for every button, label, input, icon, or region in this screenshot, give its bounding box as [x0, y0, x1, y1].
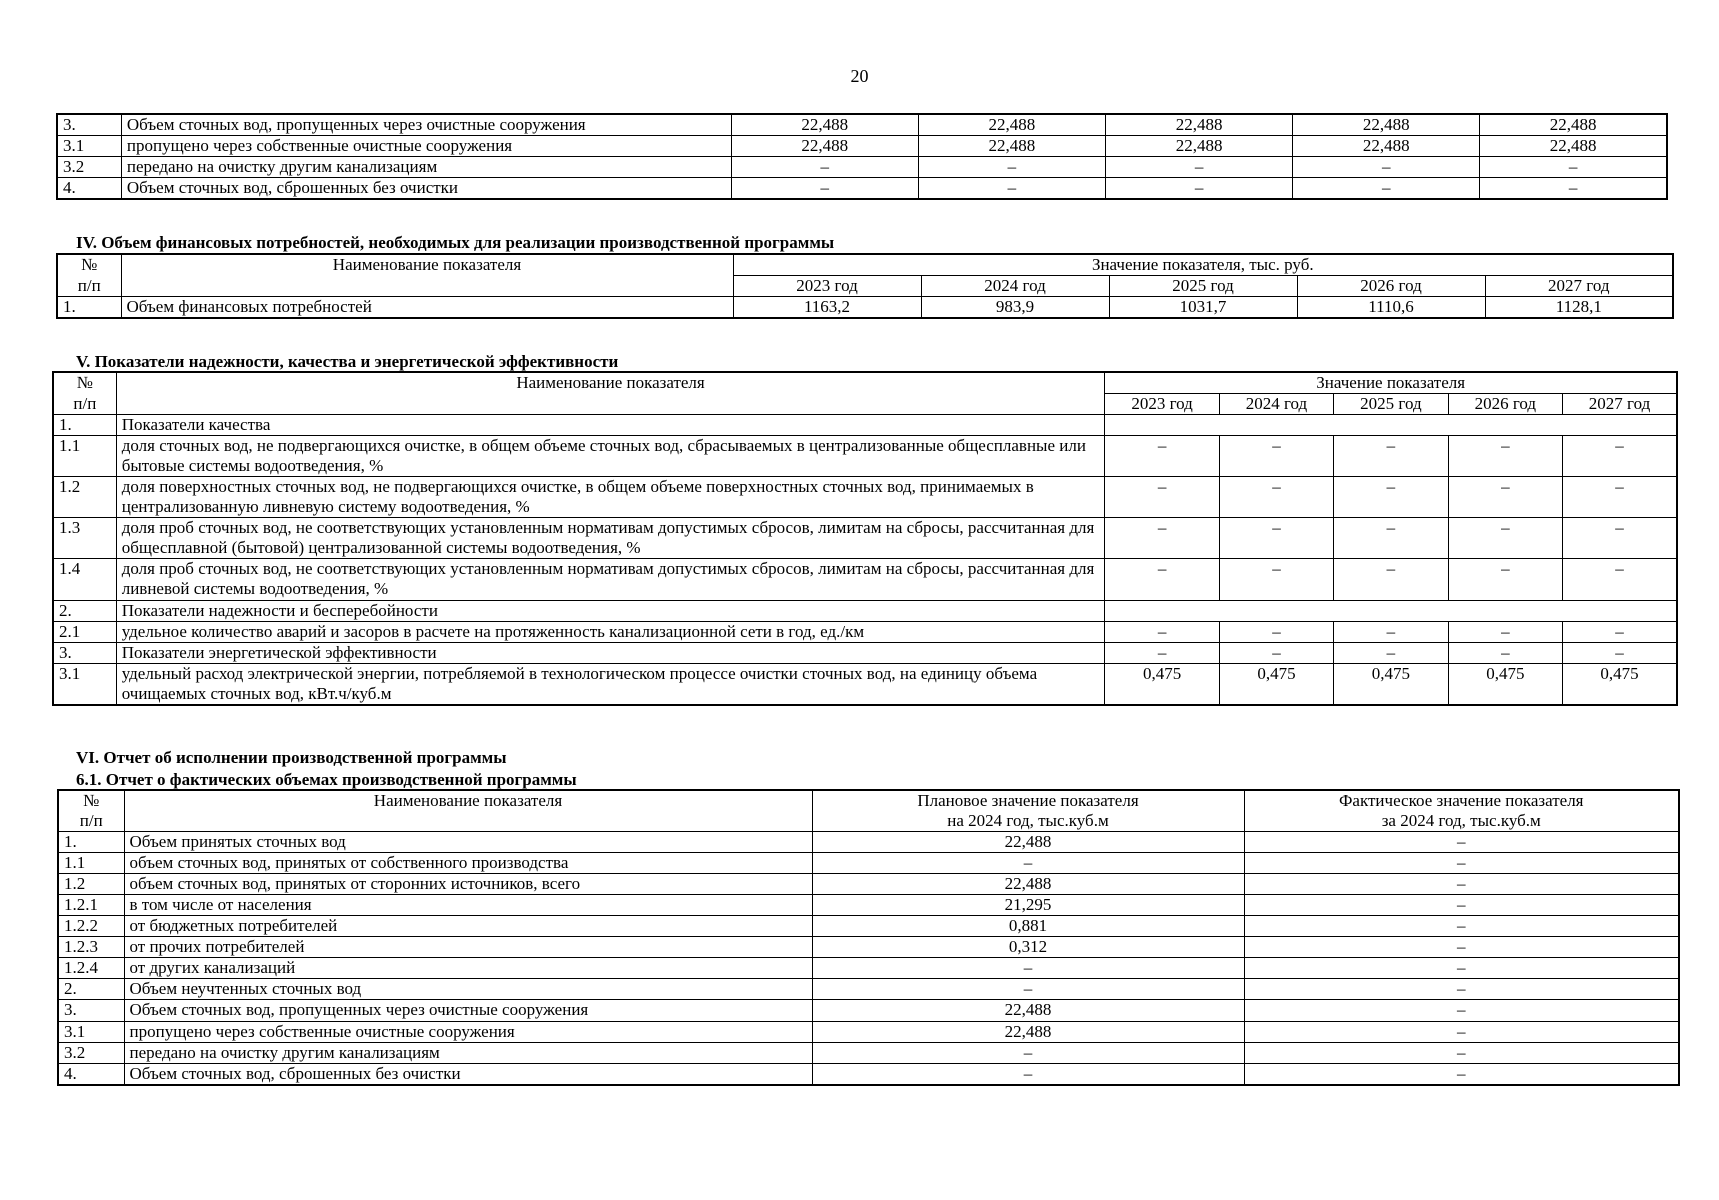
row-value: 22,488 — [918, 114, 1105, 136]
fact-value: – — [1244, 874, 1679, 895]
row-name: передано на очистку другим канализациям — [124, 1042, 812, 1063]
fact-value: – — [1244, 1000, 1679, 1021]
col-number-header: п/п — [53, 394, 116, 415]
empty-value-cell — [1105, 415, 1677, 436]
row-value: – — [1105, 518, 1219, 559]
row-value: – — [1334, 642, 1448, 663]
table-row — [53, 518, 1677, 559]
row-name: доля поверхностных сточных вод, не подвергающихся очистке, в общем объеме поверхностных сточных вод, принимаемых в централизованную ливневую систему водоотведения, % — [116, 477, 1105, 518]
row-value: – — [1334, 477, 1448, 518]
row-value: – — [1448, 621, 1562, 642]
row-value: – — [1219, 518, 1333, 559]
col-name-header-empty — [121, 276, 733, 297]
table-row — [58, 895, 1679, 916]
col-number-header: № — [53, 372, 116, 394]
plan-value: 21,295 — [812, 895, 1244, 916]
row-number: 1. — [57, 297, 121, 319]
table-row — [57, 136, 1667, 157]
page-number: 20 — [850, 66, 869, 86]
row-value: 22,488 — [1293, 136, 1480, 157]
row-value: 1110,6 — [1297, 297, 1485, 319]
row-value: 0,475 — [1219, 663, 1333, 705]
row-value: – — [1334, 559, 1448, 600]
plan-value: 22,488 — [812, 1000, 1244, 1021]
row-name: от бюджетных потребителей — [124, 916, 812, 937]
row-value: – — [1219, 436, 1333, 477]
row-value: – — [731, 178, 918, 200]
col-fact-header: Фактическое значение показателя — [1244, 790, 1679, 811]
row-value: – — [1219, 642, 1333, 663]
year-header: 2024 год — [1219, 394, 1333, 415]
table-header-row — [53, 394, 1677, 415]
reliability-quality-table — [52, 371, 1678, 706]
plan-value: – — [812, 1063, 1244, 1085]
table-row — [53, 642, 1677, 663]
empty-value-cell — [1105, 600, 1677, 621]
row-value: – — [1334, 436, 1448, 477]
row-number: 3. — [58, 1000, 124, 1021]
col-name-header-empty — [124, 811, 812, 832]
table-row — [58, 1021, 1679, 1042]
table-row — [57, 157, 1667, 178]
col-number-header: п/п — [58, 811, 124, 832]
row-number: 1.2 — [53, 477, 116, 518]
row-value: – — [1105, 621, 1219, 642]
year-header: 2023 год — [733, 276, 921, 297]
row-value: – — [1293, 157, 1480, 178]
row-value: 983,9 — [921, 297, 1109, 319]
table-row — [58, 958, 1679, 979]
row-name: в том числе от населения — [124, 895, 812, 916]
section-6-title: VI. Отчет об исполнении производственной программы — [76, 748, 507, 767]
row-value: – — [1105, 642, 1219, 663]
section-5-title: V. Показатели надежности, качества и энергетической эффективности — [76, 352, 619, 371]
plan-value: – — [812, 979, 1244, 1000]
col-name-header: Наименование показателя — [121, 254, 733, 276]
row-value: – — [1563, 477, 1677, 518]
row-value: – — [1219, 621, 1333, 642]
row-value: – — [1448, 642, 1562, 663]
row-number: 1. — [58, 832, 124, 853]
year-header: 2024 год — [921, 276, 1109, 297]
table-row — [53, 600, 1677, 621]
row-name: Объем неучтенных сточных вод — [124, 979, 812, 1000]
row-name: Объем сточных вод, сброшенных без очистки — [124, 1063, 812, 1085]
section-5-table-block — [52, 371, 1678, 706]
col-value-header: Значение показателя — [1105, 372, 1677, 394]
col-number-header: п/п — [57, 276, 121, 297]
row-value: – — [1563, 621, 1677, 642]
row-number: 3.2 — [57, 157, 121, 178]
row-number: 2.1 — [53, 621, 116, 642]
row-value: – — [731, 157, 918, 178]
table-row — [53, 559, 1677, 600]
col-plan-header: Плановое значение показателя — [812, 790, 1244, 811]
section-4-title: IV. Объем финансовых потребностей, необходимых для реализации производственной программы — [76, 233, 835, 252]
fact-value: – — [1244, 1021, 1679, 1042]
plan-value: 22,488 — [812, 874, 1244, 895]
row-name: Объем сточных вод, сброшенных без очистки — [121, 178, 731, 200]
row-value: 0,475 — [1334, 663, 1448, 705]
fact-value: – — [1244, 979, 1679, 1000]
row-number: 3.1 — [57, 136, 121, 157]
row-value: – — [1105, 157, 1292, 178]
row-name: от прочих потребителей — [124, 937, 812, 958]
row-number: 3.1 — [53, 663, 116, 705]
row-number: 3. — [57, 114, 121, 136]
table-header-row — [53, 372, 1677, 394]
row-name: удельное количество аварий и засоров в расчете на протяженность канализационной сети в год, ед./км — [116, 621, 1105, 642]
row-name: доля проб сточных вод, не соответствующих установленным нормативам допустимых сбросов, лимитам на сбросы, рассчитанная для общесплавной (бытовой) централизованной системы водоотведения, % — [116, 518, 1105, 559]
row-value: 22,488 — [1105, 136, 1292, 157]
row-name: пропущено через собственные очистные сооружения — [121, 136, 731, 157]
row-value: 0,475 — [1105, 663, 1219, 705]
section-6-1-subtitle: 6.1. Отчет о фактических объемах производственной программы — [76, 770, 577, 789]
fact-value: – — [1244, 832, 1679, 853]
year-header: 2025 год — [1109, 276, 1297, 297]
continuation-table-block — [56, 113, 1668, 200]
table-row — [57, 114, 1667, 136]
year-header: 2027 год — [1485, 276, 1673, 297]
row-value: – — [1219, 477, 1333, 518]
row-value: – — [1448, 477, 1562, 518]
table-row — [58, 979, 1679, 1000]
row-number: 3. — [53, 642, 116, 663]
table-row — [57, 178, 1667, 200]
year-header: 2026 год — [1297, 276, 1485, 297]
col-value-header: Значение показателя, тыс. руб. — [733, 254, 1673, 276]
row-number: 2. — [58, 979, 124, 1000]
row-value: – — [1563, 436, 1677, 477]
row-value: – — [1563, 518, 1677, 559]
table-row — [58, 916, 1679, 937]
row-value: 22,488 — [1480, 114, 1667, 136]
table-row — [53, 663, 1677, 705]
fact-value: – — [1244, 895, 1679, 916]
table-row — [58, 1000, 1679, 1021]
row-value: 22,488 — [731, 114, 918, 136]
table-row — [53, 436, 1677, 477]
row-value: – — [918, 178, 1105, 200]
continuation-table — [56, 113, 1668, 200]
col-number-header: № — [57, 254, 121, 276]
row-value: 1163,2 — [733, 297, 921, 319]
row-name: Показатели надежности и бесперебойности — [116, 600, 1105, 621]
row-name: Объем сточных вод, пропущенных через очистные сооружения — [121, 114, 731, 136]
row-number: 1.2.3 — [58, 937, 124, 958]
actual-volumes-table — [57, 789, 1680, 1086]
row-value: – — [1448, 518, 1562, 559]
row-name: доля сточных вод, не подвергающихся очистке, в общем объеме сточных вод, сбрасываемых в централизованные общесплавные или бытовые системы водоотведения, % — [116, 436, 1105, 477]
row-value: – — [918, 157, 1105, 178]
section-4-table-block — [56, 253, 1672, 319]
row-value: 1128,1 — [1485, 297, 1673, 319]
table-header-row — [57, 254, 1673, 276]
plan-value: – — [812, 853, 1244, 874]
table-row — [53, 477, 1677, 518]
plan-value: – — [812, 958, 1244, 979]
row-name: Показатели энергетической эффективности — [116, 642, 1105, 663]
table-header-row — [58, 790, 1679, 811]
plan-value: 0,312 — [812, 937, 1244, 958]
row-value: – — [1480, 178, 1667, 200]
fact-value: – — [1244, 1063, 1679, 1085]
row-value: – — [1105, 178, 1292, 200]
row-name: объем сточных вод, принятых от собственного производства — [124, 853, 812, 874]
table-row — [58, 937, 1679, 958]
row-value: 0,475 — [1448, 663, 1562, 705]
row-number: 4. — [57, 178, 121, 200]
row-value: – — [1480, 157, 1667, 178]
row-value: 22,488 — [1293, 114, 1480, 136]
row-value: – — [1293, 178, 1480, 200]
row-number: 1.2 — [58, 874, 124, 895]
table-header-row — [58, 811, 1679, 832]
plan-value: 0,881 — [812, 916, 1244, 937]
year-header: 2023 год — [1105, 394, 1219, 415]
row-number: 1.2.4 — [58, 958, 124, 979]
table-row — [58, 874, 1679, 895]
table-row — [57, 297, 1673, 319]
table-header-row — [57, 276, 1673, 297]
row-number: 1.1 — [58, 853, 124, 874]
row-value: 0,475 — [1563, 663, 1677, 705]
fact-value: – — [1244, 937, 1679, 958]
row-value: – — [1563, 559, 1677, 600]
row-number: 1.1 — [53, 436, 116, 477]
col-plan-header: на 2024 год, тыс.куб.м — [812, 811, 1244, 832]
row-name: от других канализаций — [124, 958, 812, 979]
row-name: пропущено через собственные очистные сооружения — [124, 1021, 812, 1042]
year-header: 2027 год — [1563, 394, 1677, 415]
row-number: 1.3 — [53, 518, 116, 559]
row-value: 22,488 — [1105, 114, 1292, 136]
plan-value: 22,488 — [812, 1021, 1244, 1042]
row-value: – — [1334, 518, 1448, 559]
table-row — [58, 1063, 1679, 1085]
row-number: 2. — [53, 600, 116, 621]
row-value: 1031,7 — [1109, 297, 1297, 319]
row-number: 3.1 — [58, 1021, 124, 1042]
table-row — [58, 832, 1679, 853]
plan-value: – — [812, 1042, 1244, 1063]
row-name: Объем сточных вод, пропущенных через очистные сооружения — [124, 1000, 812, 1021]
row-name: Объем принятых сточных вод — [124, 832, 812, 853]
col-name-header-empty — [116, 394, 1105, 415]
plan-value: 22,488 — [812, 832, 1244, 853]
row-value: – — [1219, 559, 1333, 600]
fact-value: – — [1244, 1042, 1679, 1063]
col-name-header: Наименование показателя — [116, 372, 1105, 394]
table-row — [53, 415, 1677, 436]
row-value: – — [1334, 621, 1448, 642]
col-fact-header: за 2024 год, тыс.куб.м — [1244, 811, 1679, 832]
fact-value: – — [1244, 958, 1679, 979]
row-number: 1.2.1 — [58, 895, 124, 916]
row-number: 1.4 — [53, 559, 116, 600]
fact-value: – — [1244, 853, 1679, 874]
row-value: – — [1448, 436, 1562, 477]
row-name: объем сточных вод, принятых от сторонних источников, всего — [124, 874, 812, 895]
row-number: 1.2.2 — [58, 916, 124, 937]
row-name: доля проб сточных вод, не соответствующих установленным нормативам допустимых сбросов, лимитам на сбросы, рассчитанная для ливневой системы водоотведения, % — [116, 559, 1105, 600]
table-row — [58, 853, 1679, 874]
col-number-header: № — [58, 790, 124, 811]
row-number: 1. — [53, 415, 116, 436]
year-header: 2025 год — [1334, 394, 1448, 415]
section-6-table-block — [57, 789, 1678, 1086]
row-value: 22,488 — [1480, 136, 1667, 157]
row-name: Показатели качества — [116, 415, 1105, 436]
financial-needs-table — [56, 253, 1674, 319]
row-name: Объем финансовых потребностей — [121, 297, 733, 319]
row-number: 4. — [58, 1063, 124, 1085]
row-value: 22,488 — [918, 136, 1105, 157]
fact-value: – — [1244, 916, 1679, 937]
row-value: – — [1105, 477, 1219, 518]
row-value: – — [1105, 559, 1219, 600]
row-value: – — [1563, 642, 1677, 663]
col-name-header: Наименование показателя — [124, 790, 812, 811]
table-row — [58, 1042, 1679, 1063]
row-name: передано на очистку другим канализациям — [121, 157, 731, 178]
row-number: 3.2 — [58, 1042, 124, 1063]
row-name: удельный расход электрической энергии, потребляемой в технологическом процессе очистки сточных вод, на единицу объема очищаемых сточных вод, кВт.ч/куб.м — [116, 663, 1105, 705]
table-row — [53, 621, 1677, 642]
row-value: 22,488 — [731, 136, 918, 157]
row-value: – — [1105, 436, 1219, 477]
year-header: 2026 год — [1448, 394, 1562, 415]
row-value: – — [1448, 559, 1562, 600]
